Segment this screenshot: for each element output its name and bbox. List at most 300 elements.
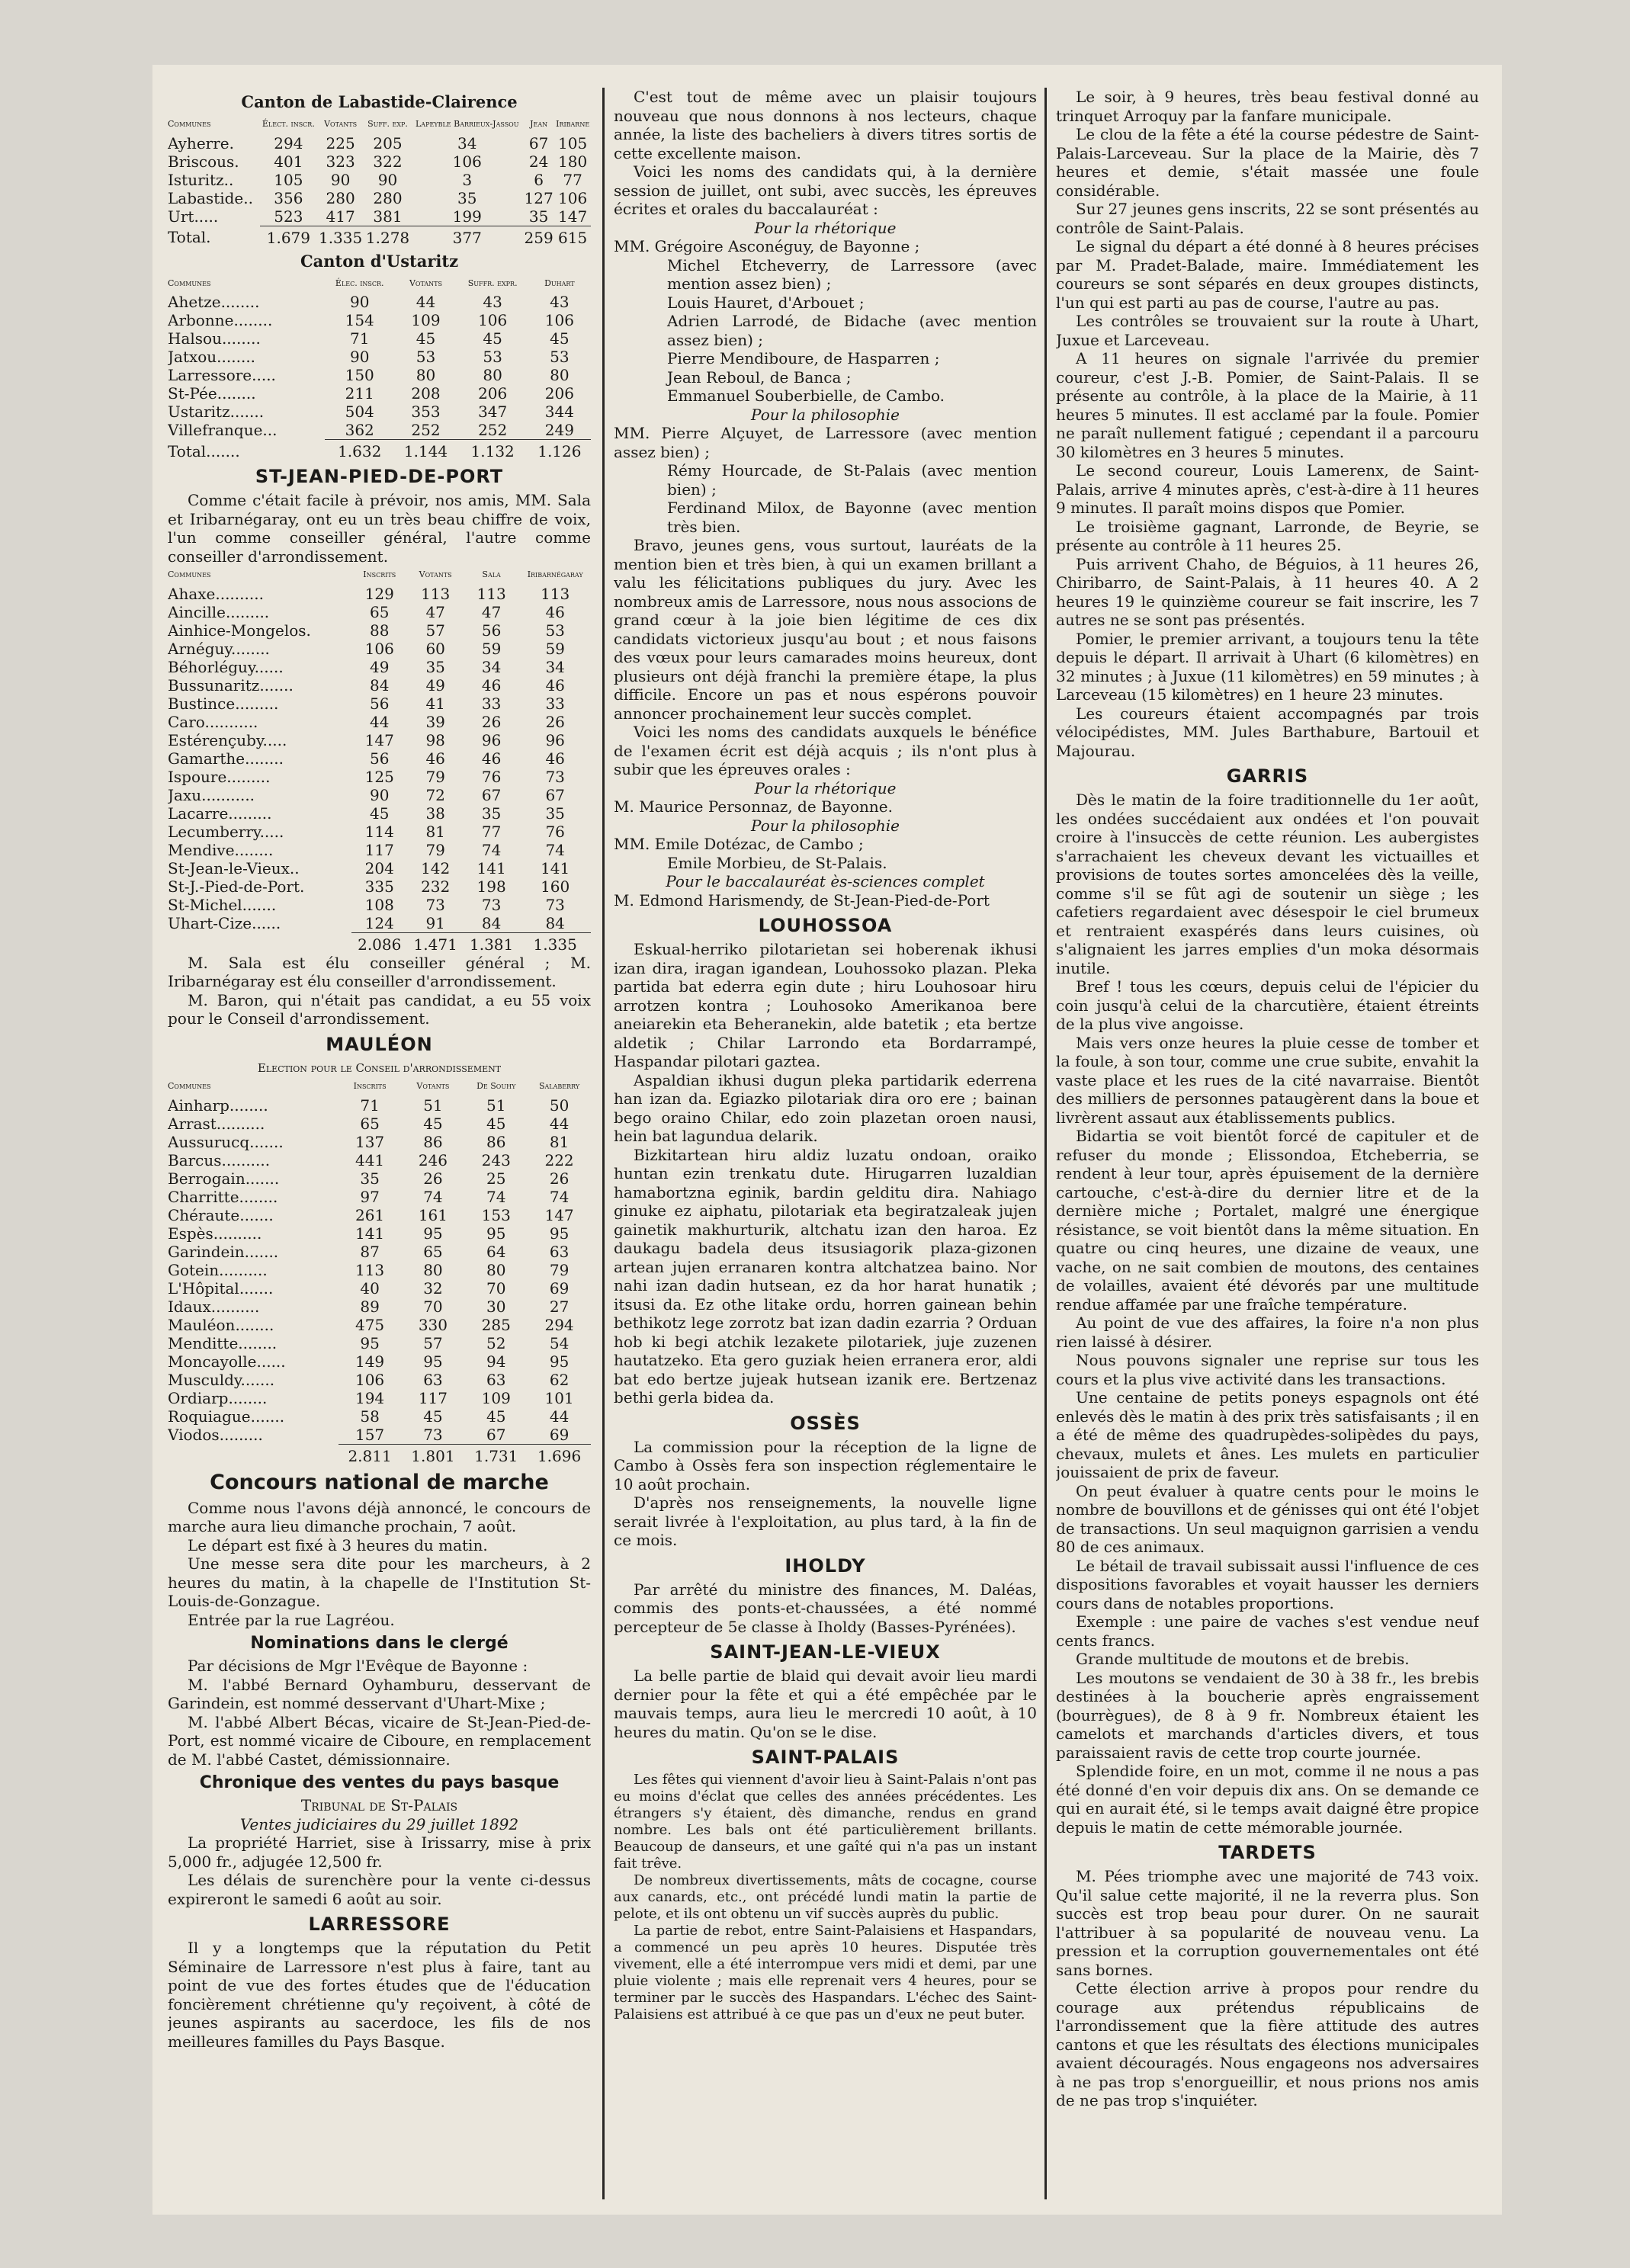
paragraph: Le clou de la fête a été la course pédestre de Saint-Palais-Larceveau. Sur la place de la Mairie, dès 7 heures et demie, s'était massée une foule considérable. <box>1056 125 1479 200</box>
total-count: 1.679 <box>260 226 317 247</box>
vote-count: 105 <box>558 133 588 152</box>
total-count: 1.632 <box>325 440 394 461</box>
vote-count: 34 <box>457 133 477 152</box>
laureate-item: Emile Morbieu, de St-Palais. <box>667 853 887 872</box>
paragraph: On peut évaluer à quatre cents pour le moins le nombre de bouvillons et de génisses qui ont été l'objet de transactions. Un seul maquignon garrisien a vendu 80 de ces animaux. <box>1056 1481 1479 1556</box>
vote-count: 211 <box>345 384 374 403</box>
results-table <box>168 274 591 461</box>
paragraph: Le soir, à 9 heures, très beau festival donné au trinquet Arroquy par la fanfare municipale. <box>1056 88 1479 125</box>
commune-name: Bustince......... <box>168 694 279 713</box>
commune-name: Gamarthe........ <box>168 749 284 768</box>
vote-count: 35 <box>528 207 549 226</box>
vote-count: 86 <box>486 1132 506 1151</box>
commune-name: L'Hôpital....... <box>168 1278 274 1298</box>
vote-count: 101 <box>544 1388 574 1407</box>
vote-count: 232 <box>421 877 451 896</box>
section-title: Chronique des ventes du pays basque <box>199 1773 560 1792</box>
commune-name: Charritte........ <box>168 1187 278 1206</box>
vote-count: 44 <box>549 1407 570 1426</box>
section-title: Canton de Labastide-Clairence <box>241 92 518 111</box>
table-header: Duhart <box>544 277 575 288</box>
vote-count: 381 <box>373 207 403 226</box>
paragraph: Comme nous l'avons déjà annoncé, le concours de marche aura lieu dimanche prochain, 7 août. <box>168 1498 591 1535</box>
total-count: 2.811 <box>339 1444 402 1465</box>
column-3 <box>1056 88 1479 2199</box>
vote-count: 95 <box>360 1333 380 1352</box>
vote-count: 43 <box>483 293 502 311</box>
vote-count: 44 <box>416 293 436 311</box>
vote-count: 95 <box>549 1352 570 1371</box>
laureate-list <box>614 237 1037 406</box>
table-header: Votants <box>409 277 442 288</box>
vote-count: 90 <box>349 293 370 311</box>
total-count: 1.132 <box>457 440 528 461</box>
vote-count: 73 <box>481 895 502 914</box>
vote-count: 89 <box>360 1297 380 1316</box>
commune-name: Aussurucq....... <box>168 1132 284 1151</box>
paragraph: La belle partie de blaid qui devait avoir lieu mardi dernier pour la fête et qui a été empêchée par le mauvais temps, aura lieu le mercredi 10 août, à 10 heures du matin. Qu'on se le dise. <box>614 1667 1037 1741</box>
table-row <box>168 731 591 749</box>
table-row <box>168 749 591 768</box>
vote-count: 401 <box>274 152 303 171</box>
vote-count: 35 <box>360 1169 380 1188</box>
vote-count: 74 <box>481 840 502 859</box>
vote-count: 45 <box>550 329 570 348</box>
commune-name: Moncayolle...... <box>168 1352 286 1371</box>
tribunal-label: Tribunal de St-Palais <box>300 1796 458 1814</box>
table-total-row <box>168 440 591 461</box>
vote-count: 322 <box>373 152 403 171</box>
vote-count: 49 <box>425 675 445 695</box>
table-row <box>168 1151 591 1169</box>
commune-name: Estérençuby..... <box>168 730 287 749</box>
paragraph: Cette élection arrive à propos pour rendre du courage aux prétendus républicains de l'arrondissement que la fière attitude des autres cantons et que les résultats des élections municipales avaient découragés. Nous engageons nos adversaires à ne pas trop s'enorgueillir, et nous prions nos amis de ne pas trop s'inquiéter. <box>1056 1979 1479 2109</box>
vote-count: 356 <box>274 188 303 207</box>
vote-count: 109 <box>411 311 441 329</box>
paragraph: Mais vers onze heures la pluie cesse de tomber et la foule, à son tour, comme une crue subite, envahit la vaste place et les rues de la cité navarraise. Bientôt des milliers de personnes pataugèrent dans la boue et livrèrent assaut aux établissements publics. <box>1056 1033 1479 1127</box>
vote-count: 91 <box>425 913 445 932</box>
paragraph: M. l'abbé Albert Bécas, vicaire de St-Jean-Pied-de-Port, est nommé vicaire de Ciboure, en remplacement de M. l'abbé Castet, démissionnaire. <box>168 1712 591 1769</box>
vote-count: 46 <box>545 675 565 695</box>
commune-name: St-Michel....... <box>168 895 277 914</box>
paragraph: M. Pées triomphe avec une majorité de 743 voix. Qu'il salue cette majorité, il ne la reverra plus. Son succès est trop beau pour durer. On ne saurait l'attribuer à sa popularité de nouveau venu. La pression et la corruption gouvernementales ont été sans bornes. <box>1056 1867 1479 1979</box>
total-label: Total. <box>168 228 211 247</box>
vote-count: 246 <box>418 1150 448 1169</box>
table-row <box>168 134 591 152</box>
vote-count: 67 <box>486 1425 506 1444</box>
total-count: 377 <box>411 226 523 247</box>
vote-count: 69 <box>549 1278 570 1298</box>
vote-count: 47 <box>425 602 445 621</box>
paragraph: Exemple : une paire de vaches s'est vendue neuf cents francs. <box>1056 1612 1479 1650</box>
commune-name: Arbonne........ <box>168 311 273 329</box>
section-title: Nominations dans le clergé <box>250 1634 509 1653</box>
total-count: 1.144 <box>394 440 457 461</box>
paragraph: La commission pour la réception de la ligne de Cambo à Ossès fera son inspection réglementaire le 10 août prochain. <box>614 1437 1037 1493</box>
table-row <box>168 804 591 823</box>
commune-name: Idaux.......... <box>168 1297 260 1316</box>
vote-count: 60 <box>425 639 445 658</box>
commune-name: Halsou........ <box>168 329 261 348</box>
table-row <box>168 1389 591 1407</box>
vote-count: 362 <box>345 421 374 439</box>
commune-name: Uhart-Cize...... <box>168 913 281 932</box>
vote-count: 94 <box>486 1352 506 1371</box>
table-header: Communes <box>168 1081 211 1091</box>
commune-name: Isturitz.. <box>168 170 234 189</box>
vote-count: 106 <box>558 188 588 207</box>
vote-count: 72 <box>425 785 445 804</box>
commune-name: Jatxou........ <box>168 348 256 366</box>
column-1 <box>168 88 591 2199</box>
commune-name: Musculdy....... <box>168 1370 275 1389</box>
vote-count: 40 <box>360 1278 380 1298</box>
vote-count: 43 <box>550 293 570 311</box>
vote-count: 45 <box>483 329 502 348</box>
vote-count: 69 <box>549 1425 570 1444</box>
laureate-item: Ferdinand Milox, de Bayonne (avec mention très bien. <box>667 499 1037 536</box>
vote-count: 27 <box>549 1297 570 1316</box>
table-row <box>168 1316 591 1334</box>
commune-name: Garindein....... <box>168 1242 279 1261</box>
section-title: MAULÉON <box>326 1033 433 1055</box>
table-row <box>168 896 591 914</box>
vote-count: 54 <box>549 1333 570 1352</box>
commune-name: Menditte........ <box>168 1333 278 1352</box>
vote-count: 41 <box>425 694 445 713</box>
table-row <box>168 311 591 329</box>
table-row <box>168 1243 591 1261</box>
table-header: Votants <box>416 1081 450 1091</box>
vote-count: 45 <box>416 329 436 348</box>
vote-count: 114 <box>364 822 394 841</box>
section-title: OSSÈS <box>790 1412 861 1434</box>
commune-name: Briscous. <box>168 152 239 171</box>
vote-count: 73 <box>425 895 445 914</box>
vote-count: 87 <box>360 1242 380 1261</box>
vote-count: 45 <box>486 1114 506 1133</box>
table-row <box>168 585 591 603</box>
table-row <box>168 841 591 859</box>
vote-count: 76 <box>545 822 565 841</box>
vote-count: 117 <box>418 1388 448 1407</box>
vote-count: 249 <box>544 421 574 439</box>
vote-count: 67 <box>528 133 549 152</box>
commune-name: Berrogain....... <box>168 1169 280 1188</box>
column-rule <box>1044 88 1047 2199</box>
section-title: IHOLDY <box>785 1554 866 1577</box>
table-row <box>168 1352 591 1371</box>
vote-count: 62 <box>549 1370 570 1389</box>
table-header: Salaberry <box>538 1081 580 1091</box>
total-label <box>168 1444 339 1465</box>
total-count: 259 <box>523 226 554 247</box>
vote-count: 59 <box>481 639 502 658</box>
vote-count: 96 <box>481 730 502 749</box>
vote-count: 84 <box>370 675 390 695</box>
vote-count: 137 <box>355 1132 385 1151</box>
section-subtitle: Election pour le Conseil d'arrondissement <box>257 1060 502 1075</box>
vote-count: 51 <box>486 1096 506 1115</box>
vote-count: 44 <box>549 1114 570 1133</box>
vote-count: 160 <box>541 877 570 896</box>
vote-count: 74 <box>423 1187 443 1206</box>
commune-name: Lecumberry..... <box>168 822 284 841</box>
total-count: 1.381 <box>464 932 519 954</box>
commune-name: Ainharp........ <box>168 1096 268 1115</box>
table-row <box>168 403 591 421</box>
paragraph: Au point de vue des affaires, la foire n'a non plus rien laissé à désirer. <box>1056 1314 1479 1351</box>
vote-count: 95 <box>549 1224 570 1243</box>
vote-count: 33 <box>545 694 565 713</box>
vote-count: 81 <box>425 822 445 841</box>
table-row <box>168 189 591 207</box>
paragraph: Bizkitartean hiru aldiz luzatu ondoan, oraiko huntan ezin trenkatu dute. Hirugarren luzaldian hamabortzna eginik, bardin gelditu dira. Nahiago ginuke ez aiphatu, pilotariak eta begiratzaleak jujen gainetik makhurturik, altchatu izan den haroa. Ez daukagu badela deus itsusiagorik plaza-gizonen artean jujen erranaren kontra altchatzea baino. Nor nahi izan dadin hutsean, ez da hor harat hunatik ; itsusi da. Ez othe litake ordu, horren gainean behin bethikotz lege zorrotz bat izan dadin ezarria ? Orduan hob ki begi atchik lezakete pilotariek, juje zuzenen hautatzeko. Eta gero guziak heien erranera eror, aldi bat edo bertze jujeak hutsean izanik ere. Bertzenaz bethi gerla bidea da. <box>614 1145 1037 1407</box>
commune-name: Jaxu........... <box>168 785 255 804</box>
paragraph: Voici les noms des candidats auxquels le bénéfice de l'examen écrit est déjà acquis ; ils n'ont plus à subir que les épreuves orales : <box>614 723 1037 778</box>
vote-count: 280 <box>373 188 403 207</box>
laureate-item: M. Maurice Personnaz, de Bayonne. <box>614 797 893 816</box>
vote-count: 80 <box>550 366 570 384</box>
paragraph: Le bétail de travail subissait aussi l'influence de ces dispositions favorables et voyait hausser les derniers cours dans de notables proportions. <box>1056 1556 1479 1612</box>
vote-count: 57 <box>423 1333 443 1352</box>
section-title: LARRESSORE <box>308 1914 451 1935</box>
table-row <box>168 603 591 621</box>
paragraph: Les coureurs étaient accompagnés par trois vélocipédistes, MM. Jules Barthabure, Bartouil et Majourau. <box>1056 704 1479 760</box>
total-count: 1.801 <box>402 1444 465 1465</box>
vote-count: 38 <box>425 804 445 823</box>
vote-count: 347 <box>478 403 508 421</box>
vote-count: 65 <box>370 602 390 621</box>
vote-count: 24 <box>528 152 549 171</box>
vote-count: 95 <box>423 1352 443 1371</box>
total-count: 1.471 <box>407 932 463 954</box>
paragraph: De nombreux divertissements, mâts de cocagne, course aux canards, etc., ont précédé lundi matin la partie de pelote, et ils ont obtenu un vif succès auprès du public. <box>614 1872 1037 1922</box>
table-row <box>168 877 591 896</box>
table-row <box>168 1133 591 1151</box>
table-row <box>168 293 591 311</box>
section-title: GARRIS <box>1226 765 1309 787</box>
vote-count: 147 <box>544 1205 574 1224</box>
total-count: 1.335 <box>317 226 364 247</box>
table-row <box>168 1261 591 1279</box>
vote-count: 106 <box>364 639 394 658</box>
commune-name: St-Pée........ <box>168 384 256 403</box>
vote-count: 113 <box>421 584 451 603</box>
vote-count: 147 <box>364 730 394 749</box>
vote-count: 33 <box>481 694 502 713</box>
vote-count: 194 <box>355 1388 385 1407</box>
table-row <box>168 1334 591 1352</box>
vote-count: 80 <box>423 1260 443 1279</box>
vote-count: 74 <box>486 1187 506 1206</box>
vote-count: 96 <box>545 730 565 749</box>
section-title: TARDETS <box>1218 1842 1317 1863</box>
vote-count: 280 <box>326 188 355 207</box>
table-row <box>168 329 591 348</box>
commune-name: Barcus.......... <box>168 1150 271 1169</box>
list-heading: Pour la rhétorique <box>754 218 897 237</box>
vote-count: 6 <box>534 170 544 189</box>
vote-count: 141 <box>476 858 506 877</box>
vote-count: 504 <box>345 403 374 421</box>
vote-count: 108 <box>364 895 394 914</box>
laureate-item: Louis Hauret, d'Arbouet ; <box>667 293 865 312</box>
vote-count: 50 <box>549 1096 570 1115</box>
vote-count: 46 <box>481 749 502 768</box>
vote-count: 106 <box>478 311 508 329</box>
vote-count: 70 <box>486 1278 506 1298</box>
paragraph: Les moutons se vendaient de 30 à 38 fr., les brebis destinées à la boucherie après engraissement (bourrègues), de 8 à 9 fr. Nombreux étaient les camelots et marchands d'articles divers, et tous paraissaient ravis de cette trop courte journée. <box>1056 1668 1479 1762</box>
paragraph: Pomier, le premier arrivant, a toujours tenu la tête depuis le départ. Il arrivait à Uhart (6 kilomètres) en 32 minutes ; à Juxue (11 kilomètres) en 59 minutes ; à Larceveau (15 kilomètres) en 1 heure 23 minutes. <box>1056 629 1479 704</box>
vote-count: 35 <box>545 804 565 823</box>
vote-count: 26 <box>549 1169 570 1188</box>
vote-count: 30 <box>486 1297 506 1316</box>
table-header: Votants <box>419 569 452 579</box>
vote-count: 106 <box>544 311 574 329</box>
vote-count: 127 <box>524 188 553 207</box>
laureate-item: M. Edmond Harismendy, de St-Jean-Pied-de-Port <box>614 890 990 909</box>
table-row <box>168 914 591 933</box>
vote-count: 106 <box>452 152 482 171</box>
newspaper-page <box>152 65 1502 2215</box>
vote-count: 46 <box>481 675 502 695</box>
list-heading: Pour le baccalauréat ès-sciences complet <box>666 872 985 890</box>
column-2 <box>614 88 1037 2199</box>
vote-count: 252 <box>411 421 441 439</box>
vote-count: 90 <box>349 348 370 366</box>
vote-count: 67 <box>545 785 565 804</box>
table-header: Suff. exp. <box>367 119 408 129</box>
vote-count: 205 <box>373 133 403 152</box>
vote-count: 335 <box>364 877 394 896</box>
vote-count: 95 <box>486 1224 506 1243</box>
vote-count: 225 <box>326 133 355 152</box>
results-table <box>168 1077 591 1465</box>
vote-count: 57 <box>425 621 445 640</box>
paragraph: Sur 27 jeunes gens inscrits, 22 se sont présentés au contrôle de Saint-Palais. <box>1056 200 1479 237</box>
laureate-item: Emmanuel Souberbielle, de Cambo. <box>667 387 945 405</box>
vote-count: 79 <box>425 840 445 859</box>
laureate-item: MM. Emile Dotézac, de Cambo ; <box>614 835 864 853</box>
vote-count: 35 <box>481 804 502 823</box>
commune-name: Lacarre......... <box>168 804 272 823</box>
vote-count: 71 <box>349 329 370 348</box>
vote-count: 113 <box>541 584 570 603</box>
commune-name: Roquiague....... <box>168 1407 285 1426</box>
paragraph: D'après nos renseignements, la nouvelle ligne serait livrée à l'exploitation, au plus tard, à la fin de ce mois. <box>614 1493 1037 1549</box>
vote-count: 441 <box>355 1150 385 1169</box>
section-title: Canton d'Ustaritz <box>300 251 459 271</box>
vote-count: 95 <box>423 1224 443 1243</box>
vote-count: 49 <box>370 657 390 676</box>
paragraph: M. Baron, qui n'était pas candidat, a eu 55 voix pour le Conseil d'arrondissement. <box>168 990 591 1028</box>
table-header: Sala <box>482 569 501 579</box>
commune-name: Villefranque... <box>168 421 278 440</box>
total-count: 615 <box>554 226 591 247</box>
vote-count: 141 <box>355 1224 385 1243</box>
vote-count: 204 <box>364 858 394 877</box>
total-label <box>168 932 351 954</box>
vote-count: 26 <box>423 1169 443 1188</box>
vote-count: 26 <box>545 712 565 731</box>
laureate-item: MM. Grégoire Asconéguy, de Bayonne ; <box>614 237 920 255</box>
table-header: Iribarnégaray <box>527 569 583 579</box>
table-row <box>168 658 591 676</box>
vote-count: 109 <box>481 1388 511 1407</box>
table-header: Inscrits <box>363 569 396 579</box>
table-row <box>168 1206 591 1224</box>
vote-count: 35 <box>425 657 445 676</box>
table-row <box>168 348 591 366</box>
vote-count: 80 <box>486 1260 506 1279</box>
vote-count: 64 <box>486 1242 506 1261</box>
vote-count: 47 <box>481 602 502 621</box>
commune-name: Arrast.......... <box>168 1114 265 1133</box>
list-heading: Pour la philosophie <box>751 816 900 835</box>
vote-count: 74 <box>545 840 565 859</box>
column-rule <box>602 88 605 2199</box>
commune-name: Caro........... <box>168 712 258 731</box>
vote-count: 65 <box>423 1242 443 1261</box>
laureate-list <box>614 424 1037 536</box>
vote-count: 198 <box>476 877 506 896</box>
paragraph: Par décisions de Mgr l'Evêque de Bayonne : <box>188 1657 528 1675</box>
commune-name: Ayherre. <box>168 133 234 152</box>
paragraph: Le second coureur, Louis Lamerenx, de Saint-Palais, arrive 4 minutes après, c'est-à-dire à 11 heures 9 minutes. Il paraît moins dispos que Pomier. <box>1056 461 1479 517</box>
table-row <box>168 1426 591 1445</box>
table-row <box>168 171 591 189</box>
table-header: Votants <box>324 119 358 129</box>
commune-name: St-Jean-le-Vieux.. <box>168 858 300 877</box>
vote-count: 129 <box>364 584 394 603</box>
vote-count: 45 <box>370 804 390 823</box>
results-table <box>168 115 591 247</box>
table-row <box>168 1371 591 1389</box>
total-count: 1.696 <box>528 1444 591 1465</box>
paragraph: Les délais de surenchère pour la vente ci-dessus expireront le samedi 6 août au soir. <box>168 1871 591 1908</box>
commune-name: Béhorléguy...... <box>168 657 284 676</box>
paragraph: Puis arrivent Chaho, de Béguios, à 11 heures 26, Chiribarro, de Saint-Palais, à 11 heures 40. A 2 heures 19 le quinzième coureur se fait inscrire, les 7 autres ne se sont pas présentés. <box>1056 554 1479 629</box>
vote-count: 141 <box>541 858 570 877</box>
vote-count: 67 <box>481 785 502 804</box>
vote-count: 344 <box>544 403 574 421</box>
laureate-item: Jean Reboul, de Banca ; <box>667 367 852 387</box>
table-row <box>168 768 591 786</box>
commune-name: Ahaxe.......... <box>168 584 264 603</box>
commune-name: St-J.-Pied-de-Port. <box>168 877 305 896</box>
vote-count: 84 <box>481 913 502 932</box>
paragraph: Le départ est fixé à 3 heures du matin. <box>188 1535 488 1554</box>
table-row <box>168 1169 591 1188</box>
commune-name: Larressore..... <box>168 366 276 384</box>
vote-count: 73 <box>545 767 565 786</box>
paragraph: M. l'abbé Bernard Oyhamburu, desservant de Garindein, est nommé desservant d'Uhart-Mixe ; <box>168 1675 591 1712</box>
vote-count: 180 <box>558 152 588 171</box>
vote-count: 353 <box>411 403 441 421</box>
paragraph: Une messe sera dite pour les marcheurs, à 2 heures du matin, à la chapelle de l'Institution St-Louis-de-Gonzague. <box>168 1554 591 1610</box>
vote-count: 252 <box>478 421 508 439</box>
commune-name: Ordiarp........ <box>168 1388 268 1407</box>
vote-count: 77 <box>563 170 582 189</box>
vote-count: 149 <box>355 1352 385 1371</box>
laureate-item: Pierre Mendiboure, de Hasparren ; <box>667 349 940 367</box>
commune-name: Labastide.. <box>168 188 253 207</box>
paragraph: Nous pouvons signaler une reprise sur tous les cours et la plus vive activité dans les transactions. <box>1056 1351 1479 1388</box>
paragraph: C'est tout de même avec un plaisir toujours nouveau que nous donnons à nos lecteurs, chaque année, la liste des bacheliers à divers titres sortis de cette excellente maison. <box>614 88 1037 162</box>
table-row <box>168 384 591 403</box>
vote-count: 323 <box>326 152 355 171</box>
